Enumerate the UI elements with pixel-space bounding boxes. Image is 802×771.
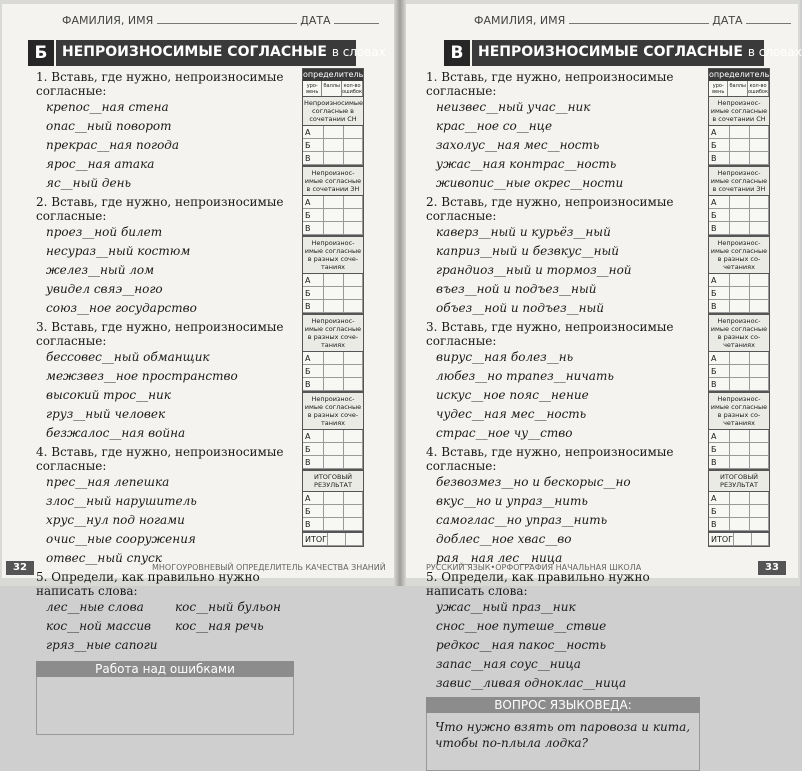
table-section	[303, 167, 363, 237]
itog-label: ИТОГ	[711, 535, 734, 544]
exercise-item[interactable]: ярос__ная атака	[46, 157, 155, 171]
errors-cell[interactable]	[750, 365, 769, 377]
table-row	[709, 196, 769, 209]
exercise-item[interactable]: безвозмез__но и бескорыс__но	[436, 475, 631, 489]
level-label: Б	[709, 365, 730, 377]
exercise-item[interactable]: очис__ные сооружения	[46, 532, 196, 546]
level-label: В	[709, 378, 730, 390]
title-main: НЕПРОИЗНОСИМЫЕ СОГЛАСНЫЕ	[478, 44, 743, 60]
task-5-columns	[36, 598, 294, 655]
errors-cell[interactable]	[344, 430, 363, 442]
score-cell[interactable]	[730, 126, 749, 138]
table-section	[303, 97, 363, 167]
left-exercises	[36, 68, 294, 735]
errors-cell[interactable]	[750, 209, 769, 221]
score-cell[interactable]	[730, 139, 749, 151]
exercise-item[interactable]: кос__ная речь	[175, 619, 264, 633]
score-cell[interactable]	[324, 300, 343, 312]
table-row	[303, 365, 363, 378]
linguist-question-bar: ВОПРОС ЯЗЫКОВЕДА:	[426, 697, 700, 713]
page-footer: РУССКИЙ ЯЗЫК•ОРФОГРАФИЯ НАЧАЛЬНАЯ ШКОЛА	[426, 563, 642, 572]
table-row	[303, 287, 363, 300]
table-row	[709, 126, 769, 139]
level-label: В	[709, 300, 730, 312]
name-line	[569, 15, 709, 24]
level-label: А	[303, 430, 324, 442]
table-row	[303, 378, 363, 391]
errors-cell[interactable]	[344, 456, 363, 468]
task-question: 4. Вставь, где нужно, непроизносимые согласные:	[426, 445, 674, 473]
date-label: ДАТА	[712, 14, 743, 27]
exercise-item[interactable]: ужас__ная контрас__ность	[436, 157, 617, 171]
date-line	[746, 15, 791, 24]
table-subheader	[303, 81, 363, 97]
errors-cell[interactable]	[344, 492, 363, 504]
itog-cell[interactable]	[346, 533, 363, 545]
table-row	[709, 518, 769, 531]
table-row	[303, 492, 363, 505]
level-label: Б	[709, 443, 730, 455]
variant-letter: Б	[28, 40, 54, 66]
score-cell[interactable]	[324, 456, 343, 468]
table-section	[709, 471, 769, 533]
table-row	[709, 139, 769, 152]
itog-cell[interactable]	[328, 533, 345, 545]
errors-cell[interactable]	[750, 430, 769, 442]
table-row	[709, 492, 769, 505]
table-subcol: баллы	[322, 81, 341, 96]
book-gutter	[394, 0, 406, 586]
table-section-title: Непроизнос-имые согласные в разных со-четаниях	[709, 315, 769, 352]
itog-row	[709, 533, 769, 546]
table-row	[709, 209, 769, 222]
table-row	[709, 287, 769, 300]
table-subcol: уро-вень	[303, 81, 322, 96]
errors-cell[interactable]	[344, 352, 363, 364]
score-cell[interactable]	[730, 365, 749, 377]
score-cell[interactable]	[730, 518, 749, 530]
score-cell[interactable]	[730, 152, 749, 164]
errors-cell[interactable]	[750, 152, 769, 164]
level-label: А	[303, 126, 324, 138]
exercise-item[interactable]: союз__ное государство	[46, 301, 197, 315]
table-section	[709, 97, 769, 167]
task-2	[426, 195, 700, 223]
level-label: В	[709, 222, 730, 234]
table-row	[709, 505, 769, 518]
level-label: Б	[303, 287, 324, 299]
exercise-item[interactable]: злос__ный нарушитель	[46, 494, 197, 508]
name-label: ФАМИЛИЯ, ИМЯ	[474, 14, 566, 27]
exercise-item[interactable]: несураз__ный костюм	[46, 244, 191, 258]
title-small: в словах	[747, 45, 802, 59]
table-row	[709, 152, 769, 165]
score-cell[interactable]	[730, 378, 749, 390]
table-row	[709, 443, 769, 456]
table-row	[303, 430, 363, 443]
level-label: В	[303, 378, 324, 390]
errors-cell[interactable]	[344, 126, 363, 138]
score-cell[interactable]	[324, 152, 343, 164]
score-cell[interactable]	[324, 518, 343, 530]
table-row	[303, 126, 363, 139]
exercise-item[interactable]: лес__ные слова	[46, 600, 144, 614]
exercise-item[interactable]: рая__ная лес__ница	[436, 551, 563, 565]
level-label: Б	[303, 443, 324, 455]
task-question: 3. Вставь, где нужно, непроизносимые согласные:	[426, 320, 674, 348]
table-row	[709, 352, 769, 365]
table-section-title: Непроизнос-имые согласные в разных соче-таниях	[303, 315, 363, 352]
errors-cell[interactable]	[750, 274, 769, 286]
task-1	[426, 70, 700, 98]
exercise-item[interactable]: прекрас__ная погода	[46, 138, 180, 152]
level-label: В	[709, 456, 730, 468]
table-row	[709, 456, 769, 469]
right-evaluation-table	[708, 68, 770, 547]
exercise-item[interactable]: захолус__ная мес__ность	[436, 138, 600, 152]
score-cell[interactable]	[324, 505, 343, 517]
table-row	[709, 430, 769, 443]
table-section	[303, 471, 363, 533]
left-page-header	[62, 14, 379, 27]
exercise-item[interactable]: проез__ной билет	[46, 225, 163, 239]
table-row	[303, 274, 363, 287]
variant-letter: В	[444, 40, 470, 66]
score-cell[interactable]	[730, 456, 749, 468]
errors-cell[interactable]	[344, 505, 363, 517]
score-cell[interactable]	[730, 443, 749, 455]
level-label: А	[709, 196, 730, 208]
exercise-item[interactable]: запас__ная соус__ница	[436, 657, 581, 671]
score-cell[interactable]	[730, 274, 749, 286]
itog-label: ИТОГ	[305, 535, 328, 544]
exercise-item[interactable]: ужас__ный праз__ник	[436, 600, 576, 614]
score-cell[interactable]	[324, 274, 343, 286]
title-small: в словах	[331, 45, 386, 59]
exercise-item[interactable]: увидел свяэ__ного	[46, 282, 163, 296]
task-1	[36, 70, 294, 98]
errors-work-area[interactable]	[36, 677, 294, 735]
exercise-item[interactable]: кос__ный бульон	[175, 600, 281, 614]
section-title	[56, 40, 386, 66]
table-row	[303, 209, 363, 222]
level-label: В	[709, 518, 730, 530]
errors-cell[interactable]	[750, 378, 769, 390]
score-cell[interactable]	[324, 126, 343, 138]
errors-cell[interactable]	[344, 518, 363, 530]
table-row	[303, 152, 363, 165]
errors-cell[interactable]	[344, 139, 363, 151]
errors-cell[interactable]	[750, 456, 769, 468]
errors-cell[interactable]	[344, 209, 363, 221]
exercise-item[interactable]: живопис__ные окрес__ности	[436, 176, 624, 190]
section-title	[472, 40, 802, 66]
exercise-item[interactable]: прес__ная лепешка	[46, 475, 170, 489]
task-question: 4. Вставь, где нужно, непроизносимые согласные:	[36, 445, 284, 473]
name-line	[157, 15, 297, 24]
errors-cell[interactable]	[344, 300, 363, 312]
score-cell[interactable]	[324, 139, 343, 151]
level-label: Б	[709, 505, 730, 517]
errors-cell[interactable]	[750, 139, 769, 151]
table-subcol: уро-вень	[709, 81, 728, 96]
table-section	[709, 315, 769, 393]
table-row	[303, 505, 363, 518]
table-subheader	[709, 81, 769, 97]
score-cell[interactable]	[730, 430, 749, 442]
table-caption: определитель	[303, 70, 364, 79]
errors-cell[interactable]	[750, 443, 769, 455]
score-cell[interactable]	[324, 352, 343, 364]
task-4	[426, 445, 700, 473]
score-cell[interactable]	[324, 430, 343, 442]
page-number: 32	[6, 561, 34, 575]
level-label: А	[303, 274, 324, 286]
task-2	[36, 195, 294, 223]
exercise-item[interactable]: отвес__ный спуск	[46, 551, 162, 565]
level-label: Б	[709, 139, 730, 151]
table-row	[709, 274, 769, 287]
exercise-item[interactable]: искус__ное пояс__нение	[436, 388, 589, 402]
level-label: А	[709, 352, 730, 364]
table-row	[709, 365, 769, 378]
score-cell[interactable]	[324, 378, 343, 390]
exercise-item[interactable]: каприз__ный и безвкус__ный	[436, 244, 619, 258]
level-label: А	[709, 274, 730, 286]
date-line	[334, 15, 379, 24]
errors-cell[interactable]	[750, 492, 769, 504]
exercise-item[interactable]: опас__ный поворот	[46, 119, 172, 133]
table-row	[303, 222, 363, 235]
exercise-item[interactable]: редкос__ная пакос__ность	[436, 638, 607, 652]
exercise-item[interactable]: завис__ливая одноклас__ница	[436, 676, 627, 690]
table-section-title: ИТОГОВЫЙ РЕЗУЛЬТАТ	[709, 471, 769, 492]
table-row	[303, 352, 363, 365]
table-section-title: Непроизнос-имые согласные в сочетании ЗН	[709, 167, 769, 196]
table-section-title: Непроизнос-имые согласные в разных соче-таниях	[303, 393, 363, 430]
date-label: ДАТА	[300, 14, 331, 27]
page-footer: МНОГОУРОВНЕВЫЙ ОПРЕДЕЛИТЕЛЬ КАЧЕСТВА ЗНАНИЙ	[152, 563, 386, 572]
table-row	[709, 300, 769, 313]
exercise-item[interactable]: объез__ной и подъез__ный	[436, 301, 605, 315]
table-section-title: Непроизнос-имые согласные в сочетании СН	[709, 97, 769, 126]
score-cell[interactable]	[730, 505, 749, 517]
name-label: ФАМИЛИЯ, ИМЯ	[62, 14, 154, 27]
level-label: Б	[709, 209, 730, 221]
exercise-item[interactable]: груз__ный человек	[46, 407, 166, 421]
errors-cell[interactable]	[344, 365, 363, 377]
score-cell[interactable]	[730, 492, 749, 504]
exercise-item[interactable]: чудес__ная мес__ность	[436, 407, 587, 421]
errors-cell[interactable]	[344, 222, 363, 234]
score-cell[interactable]	[324, 443, 343, 455]
linguist-question: Что нужно взять от паровоза и кита, чтобы по-плыла лодка?	[426, 713, 700, 771]
level-label: А	[709, 492, 730, 504]
exercise-item[interactable]: каверз__ный и курьёз__ный	[436, 225, 611, 239]
table-section-title: ИТОГОВЫЙ РЕЗУЛЬТАТ	[303, 471, 363, 492]
task-5	[36, 570, 294, 598]
exercise-item[interactable]: доблес__ное хвас__во	[436, 532, 572, 546]
exercise-item[interactable]: снос__ное путеше__ствие	[436, 619, 607, 633]
exercise-item[interactable]: межзвез__ное пространство	[46, 369, 238, 383]
table-section	[709, 393, 769, 471]
score-cell[interactable]	[324, 196, 343, 208]
errors-cell[interactable]	[344, 378, 363, 390]
table-section	[303, 393, 363, 471]
exercise-item[interactable]: бессовес__ный обманщик	[46, 350, 210, 364]
level-label: А	[709, 430, 730, 442]
itog-cell[interactable]	[734, 533, 751, 545]
level-label: Б	[303, 365, 324, 377]
exercise-item[interactable]: неизвес__ный учас__ник	[436, 100, 591, 114]
exercise-item[interactable]: вкус__но и упраз__нить	[436, 494, 588, 508]
errors-cell[interactable]	[750, 196, 769, 208]
level-label: А	[303, 492, 324, 504]
table-row	[709, 222, 769, 235]
table-row	[709, 378, 769, 391]
table-row	[303, 139, 363, 152]
table-subcol: кол-во ошибок	[341, 83, 363, 95]
errors-cell[interactable]	[344, 443, 363, 455]
table-row	[303, 456, 363, 469]
table-section	[709, 237, 769, 315]
score-cell[interactable]	[730, 287, 749, 299]
score-cell[interactable]	[730, 222, 749, 234]
table-section-title: Непроизнос-имые согласные в разных со-четаниях	[709, 237, 769, 274]
level-label: В	[709, 152, 730, 164]
level-label: В	[303, 300, 324, 312]
task-question: 1. Вставь, где нужно, непроизносимые согласные:	[426, 70, 674, 98]
exercise-item[interactable]: высокий трос__ник	[46, 388, 171, 402]
score-cell[interactable]	[730, 196, 749, 208]
table-subcol: баллы	[728, 81, 747, 96]
right-page-header	[474, 14, 791, 27]
exercise-item[interactable]: грандиоз__ный и тормоз__ной	[436, 263, 632, 277]
level-label: В	[303, 152, 324, 164]
score-cell[interactable]	[730, 300, 749, 312]
level-label: А	[303, 352, 324, 364]
right-exercises	[426, 68, 700, 771]
exercise-item[interactable]: крепос__ная стена	[46, 100, 169, 114]
errors-cell[interactable]	[750, 300, 769, 312]
level-label: Б	[303, 505, 324, 517]
page-number: 33	[758, 561, 786, 575]
level-label: В	[303, 222, 324, 234]
task-question: 5. Определи, как правильно нужно написать слова:	[426, 570, 650, 598]
task-question: 2. Вставь, где нужно, непроизносимые согласные:	[426, 195, 674, 223]
errors-cell[interactable]	[750, 287, 769, 299]
table-row	[303, 518, 363, 531]
score-cell[interactable]	[324, 492, 343, 504]
itog-cell[interactable]	[752, 533, 769, 545]
left-evaluation-table	[302, 68, 364, 547]
errors-cell[interactable]	[750, 126, 769, 138]
exercise-item[interactable]: крас__ное со__нце	[436, 119, 553, 133]
errors-cell[interactable]	[344, 274, 363, 286]
table-section-title: Непроизнос-имые согласные в разных со-четаниях	[709, 393, 769, 430]
exercise-item[interactable]: любез__но трапез__ничать	[436, 369, 614, 383]
exercise-item[interactable]: кос__ной массив	[46, 619, 152, 633]
errors-cell[interactable]	[750, 518, 769, 530]
errors-cell[interactable]	[750, 505, 769, 517]
right-page	[406, 4, 802, 750]
table-caption: определитель	[709, 70, 770, 79]
exercise-item[interactable]: страс__ное чу__ство	[436, 426, 573, 440]
table-section-title: Непроизносимые согласные в сочетании СН	[303, 97, 363, 126]
exercise-item[interactable]: хрус__нул под ногами	[46, 513, 185, 527]
table-subcol: кол-во ошибок	[747, 83, 769, 95]
task-5	[426, 570, 700, 598]
score-cell[interactable]	[324, 209, 343, 221]
task-question: 2. Вставь, где нужно, непроизносимые согласные:	[36, 195, 284, 223]
errors-cell[interactable]	[344, 152, 363, 164]
table-section	[709, 167, 769, 237]
itog-row	[303, 533, 363, 546]
table-section-title: Непроизнос-имые согласные в сочетании ЗН	[303, 167, 363, 196]
task-3	[426, 320, 700, 348]
exercise-item[interactable]: безжалос__ная война	[46, 426, 186, 440]
level-label: Б	[303, 209, 324, 221]
exercise-item[interactable]: вирус__ная болез__нь	[436, 350, 574, 364]
exercise-item[interactable]: гряз__ные сапоги	[46, 638, 158, 652]
level-label: А	[303, 196, 324, 208]
errors-cell[interactable]	[750, 352, 769, 364]
level-label: В	[303, 456, 324, 468]
table-row	[303, 196, 363, 209]
exercise-item[interactable]: въез__ной и подъез__ный	[436, 282, 597, 296]
task-question: 1. Вставь, где нужно, непроизносимые согласные:	[36, 70, 284, 98]
exercise-item[interactable]: самоглас__но упраз__нить	[436, 513, 608, 527]
table-section-title: Непроизнос-имые согласные в разных соче-таниях	[303, 237, 363, 274]
errors-cell[interactable]	[750, 222, 769, 234]
task-question: 3. Вставь, где нужно, непроизносимые согласные:	[36, 320, 284, 348]
score-cell[interactable]	[730, 209, 749, 221]
errors-work-bar: Работа над ошибками	[36, 661, 294, 677]
score-cell[interactable]	[324, 222, 343, 234]
exercise-item[interactable]: яс__ный день	[46, 176, 132, 190]
table-section	[303, 315, 363, 393]
score-cell[interactable]	[324, 287, 343, 299]
table-row	[303, 443, 363, 456]
score-cell[interactable]	[324, 365, 343, 377]
level-label: А	[709, 126, 730, 138]
title-main: НЕПРОИЗНОСИМЫЕ СОГЛАСНЫЕ	[62, 44, 327, 60]
table-section	[303, 237, 363, 315]
errors-cell[interactable]	[344, 287, 363, 299]
task-question: 5. Определи, как правильно нужно написать слова:	[36, 570, 260, 598]
table-row	[303, 300, 363, 313]
left-page	[2, 4, 394, 676]
level-label: Б	[709, 287, 730, 299]
level-label: В	[303, 518, 324, 530]
errors-cell[interactable]	[344, 196, 363, 208]
level-label: Б	[303, 139, 324, 151]
score-cell[interactable]	[730, 352, 749, 364]
task-4	[36, 445, 294, 473]
task-3	[36, 320, 294, 348]
exercise-item[interactable]: желез__ный лом	[46, 263, 155, 277]
